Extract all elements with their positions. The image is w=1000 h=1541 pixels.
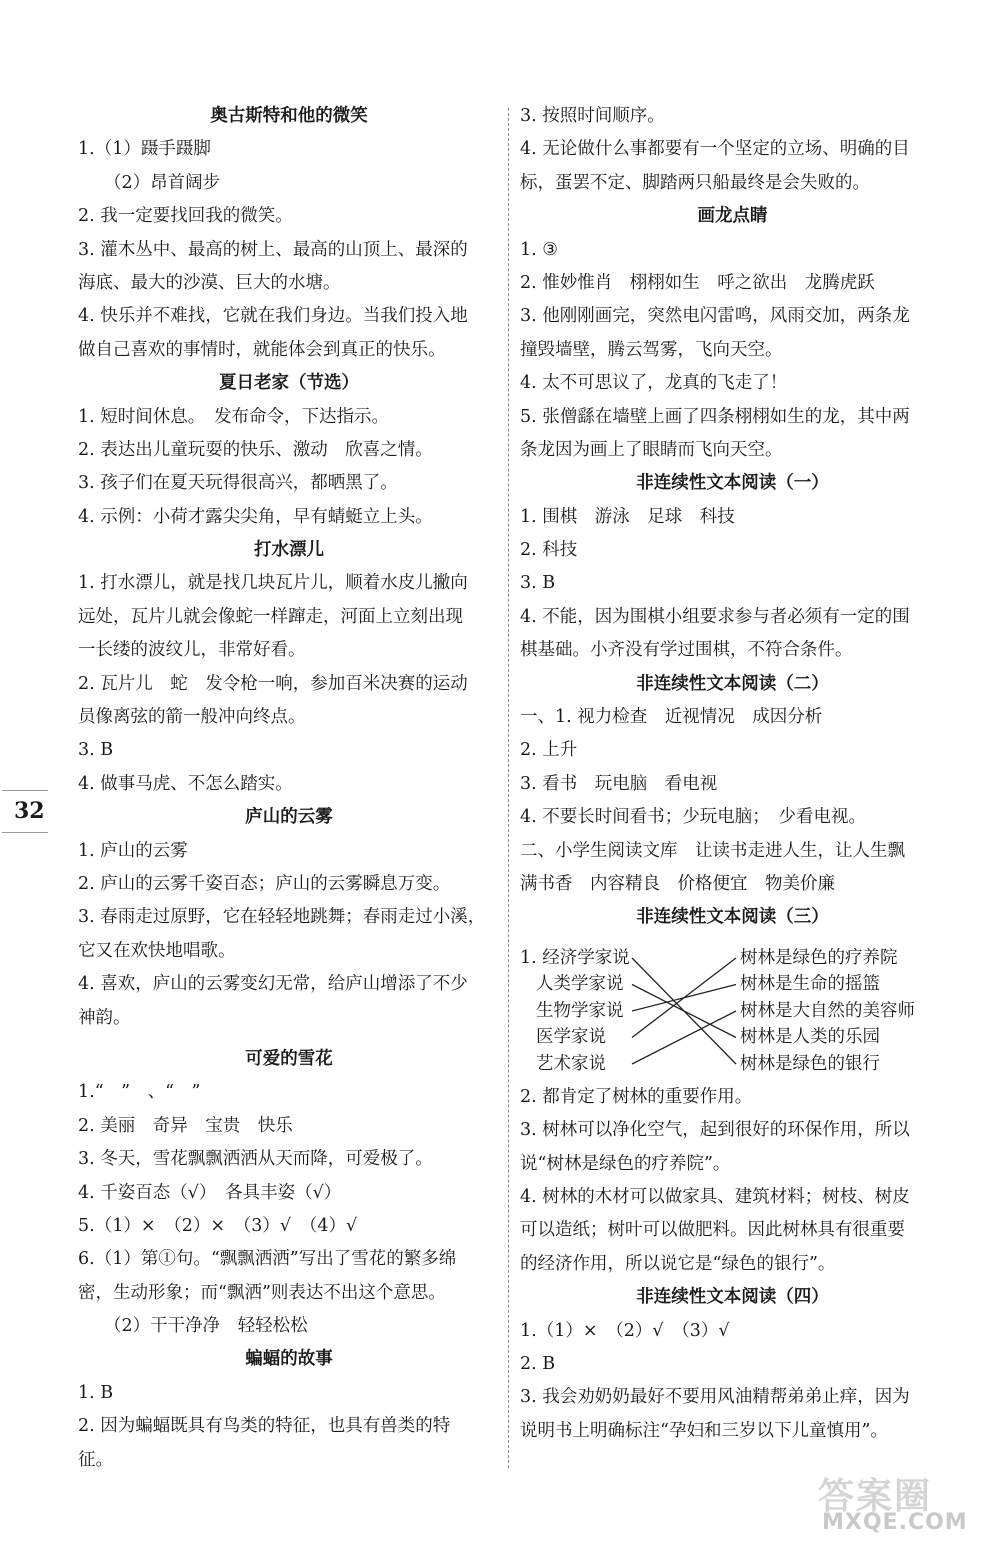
match-left-item: 1. 经济学家说 — [520, 947, 630, 968]
section-title: 打水漂儿 — [254, 540, 324, 561]
answer-line: （2）昂首阔步 — [104, 172, 221, 193]
answer-line: 说明书上明确标注“孕妇和三岁以下儿童慎用”。 — [520, 1420, 888, 1441]
answer-line: 征。 — [78, 1449, 113, 1470]
match-link-line — [632, 958, 736, 1038]
answer-line: 的经济作用，所以说它是“绿色的银行”。 — [520, 1253, 836, 1274]
page-number-rule-top — [2, 790, 48, 791]
left-column — [78, 100, 500, 1477]
answer-line: 1. ③ — [520, 239, 558, 260]
answer-line: 1.“ ” 、“ ” — [78, 1082, 201, 1103]
answer-line: 3. 灌木丛中、最高的树上、最高的山顶上、最深的 — [78, 239, 468, 260]
answer-line: 3. 他刚刚画完，突然电闪雷鸣，风雨交加，两条龙 — [520, 306, 910, 327]
column-divider — [508, 108, 509, 1468]
answer-line: 3. B — [78, 740, 114, 761]
section-title: 非连续性文本阅读（二） — [636, 673, 829, 694]
answer-line: 4. 树林的木材可以做家具、建筑材料；树枝、树皮 — [520, 1186, 910, 1207]
answer-line: 3. 孩子们在夏天玩得很高兴，都晒黑了。 — [78, 473, 398, 494]
match-right-item: 树林是绿色的疗养院 — [740, 947, 898, 968]
match-left-item: 人类学家说 — [536, 974, 624, 995]
section-title: 非连续性文本阅读（三） — [636, 907, 829, 928]
answer-line: 3. 按照时间顺序。 — [520, 106, 665, 126]
section-title: 奥古斯特和他的微笑 — [210, 106, 368, 126]
spacer — [78, 1035, 500, 1043]
match-left-item: 医学家说 — [536, 1027, 606, 1048]
answer-line: 它又在欢快地唱歌。 — [78, 940, 236, 961]
answer-line: 5. 张僧繇在墙壁上画了四条栩栩如生的龙，其中两 — [520, 406, 910, 427]
answer-line: 4. 太不可思议了，龙真的飞走了！ — [520, 373, 788, 394]
watermark-logo: 答案圈 — [818, 1476, 933, 1517]
answer-line: 2. 瓦片儿 蛇 发令枪一响，参加百米决赛的运动 — [78, 673, 468, 694]
answer-line: 4. 不能，因为围棋小组要求参与者必须有一定的围 — [520, 606, 910, 627]
answer-line: 2. B — [520, 1353, 556, 1374]
answer-line: 1.（1）蹑手蹑脚 — [78, 139, 211, 160]
answer-line: 密，生动形象；而“飘洒”则表达不出这个意思。 — [78, 1282, 446, 1303]
answer-line: 1.（1）× （2）√ （3）√ — [520, 1320, 730, 1341]
watermark-site: MXQE.COM — [822, 1510, 968, 1535]
answer-line: 1. 短时间休息。 发布命令，下达指示。 — [78, 406, 390, 427]
answer-line: 2. 惟妙惟肖 栩栩如生 呼之欲出 龙腾虎跃 — [520, 272, 875, 293]
answer-line: 2. 科技 — [520, 540, 578, 561]
match-right-item: 树林是绿色的银行 — [740, 1053, 880, 1074]
answer-line: 2. 表达出儿童玩耍的快乐、激动 欣喜之情。 — [78, 439, 433, 460]
answer-line: （2）干干净净 轻轻松松 — [104, 1316, 308, 1337]
answer-line: 员像离弦的箭一般冲向终点。 — [78, 707, 306, 728]
answer-line: 5.（1）× （2）× （3）√ （4）√ — [78, 1215, 358, 1236]
answer-line: 3. 春雨走过原野，它在轻轻地跳舞；春雨走过小溪， — [78, 907, 486, 928]
answer-line: 可以造纸；树叶可以做肥料。因此树林具有很重要 — [520, 1220, 905, 1241]
answer-line: 二、小学生阅读文库 让读书走进人生，让人生飘 — [520, 840, 905, 861]
answer-line: 4. 不要长时间看书；少玩电脑； 少看电视。 — [520, 807, 867, 828]
answer-line: 一长缕的波纹儿，非常好看。 — [78, 640, 306, 661]
match-right-item: 树林是人类的乐园 — [740, 1027, 880, 1048]
match-left-item: 艺术家说 — [536, 1053, 606, 1074]
answer-line: 3. 我会劝奶奶最好不要用风油精帮弟弟止痒，因为 — [520, 1387, 910, 1408]
answer-line: 1. B — [78, 1382, 114, 1403]
answer-line: 标，蛋罢不定、脚踏两只船最终是会失败的。 — [520, 172, 870, 193]
answer-line: 海底、最大的沙漠、巨大的水塘。 — [78, 272, 341, 293]
answer-line: 2. 美丽 奇异 宝贵 快乐 — [78, 1115, 293, 1136]
answer-line: 2. 我一定要找回我的微笑。 — [78, 206, 293, 227]
answer-line: 神韵。 — [78, 1007, 131, 1028]
answer-line: 3. B — [520, 573, 556, 594]
section-title: 庐山的云雾 — [245, 807, 333, 828]
answer-line: 1. 打水漂儿，就是找几块瓦片儿，顺着水皮儿撇向 — [78, 573, 468, 594]
answer-line: 2. 庐山的云雾千姿百态；庐山的云雾瞬息万变。 — [78, 873, 451, 894]
answer-line: 满书香 内容精良 价格便宜 物美价廉 — [520, 873, 835, 894]
answer-line: 说“树林是绿色的疗养院”。 — [520, 1153, 731, 1174]
answer-line: 4. 喜欢，庐山的云雾变幻无常，给庐山增添了不少 — [78, 974, 468, 995]
right-column-top — [520, 100, 945, 935]
answer-line: 4. 示例：小荷才露尖尖角，早有蜻蜓立上头。 — [78, 506, 433, 527]
match-right-item: 树林是生命的摇篮 — [740, 974, 880, 995]
matching-exercise — [520, 941, 945, 1081]
answer-line: 1. 庐山的云雾 — [78, 840, 188, 861]
answer-line: 3. 树林可以净化空气，起到很好的环保作用，所以 — [520, 1120, 910, 1141]
section-title: 可爱的雪花 — [245, 1048, 333, 1069]
answer-line: 4. 无论做什么事都要有一个坚定的立场、明确的目 — [520, 139, 910, 160]
page-number-rule-bottom — [2, 832, 48, 833]
answer-line: 6.（1）第①句。“飘飘洒洒”写出了雪花的繁多绵 — [78, 1249, 457, 1270]
answer-line: 1. 围棋 游泳 足球 科技 — [520, 506, 735, 527]
right-column-bottom — [520, 1081, 945, 1448]
answer-line: 4. 千姿百态（√） 各具丰姿（√） — [78, 1182, 342, 1203]
answer-line: 撞毁墙壁，腾云驾雾，飞向天空。 — [520, 339, 783, 360]
answer-line: 一、1. 视力检查 近视情况 成因分析 — [520, 707, 823, 728]
right-column — [520, 100, 945, 1448]
answer-line: 条龙因为画上了眼睛而飞向天空。 — [520, 439, 783, 460]
answer-line: 3. 看书 玩电脑 看电视 — [520, 773, 718, 794]
match-left-item: 生物学家说 — [536, 1000, 624, 1021]
section-title: 夏日老家（节选） — [219, 373, 359, 394]
section-title: 画龙点睛 — [697, 206, 768, 227]
match-link-line — [632, 984, 736, 1037]
answer-line: 2. 都肯定了树林的重要作用。 — [520, 1086, 753, 1107]
section-title: 蝙蝠的故事 — [245, 1349, 333, 1370]
answer-line: 2. 因为蝙蝠既具有鸟类的特征，也具有兽类的特 — [78, 1416, 451, 1437]
answer-line: 棋基础。小齐没有学过围棋，不符合条件。 — [520, 640, 853, 661]
answer-line: 4. 做事马虎、不怎么踏实。 — [78, 773, 293, 794]
match-link-line — [632, 1011, 736, 1064]
answer-line: 2. 上升 — [520, 740, 578, 761]
section-title: 非连续性文本阅读（一） — [636, 473, 829, 494]
watermark — [818, 1468, 988, 1540]
answer-line: 做自己喜欢的事情时，就能体会到真正的快乐。 — [78, 339, 446, 360]
section-title: 非连续性文本阅读（四） — [636, 1287, 829, 1308]
match-right-item: 树林是大自然的美容师 — [740, 1000, 915, 1021]
page-number: 32 — [14, 798, 45, 824]
answer-line: 4. 快乐并不难找，它就在我们身边。当我们投入地 — [78, 306, 468, 327]
answer-line: 远处，瓦片儿就会像蛇一样蹿走，河面上立刻出现 — [78, 606, 463, 627]
answer-line: 3. 冬天，雪花飘飘洒洒从天而降，可爱极了。 — [78, 1149, 433, 1170]
